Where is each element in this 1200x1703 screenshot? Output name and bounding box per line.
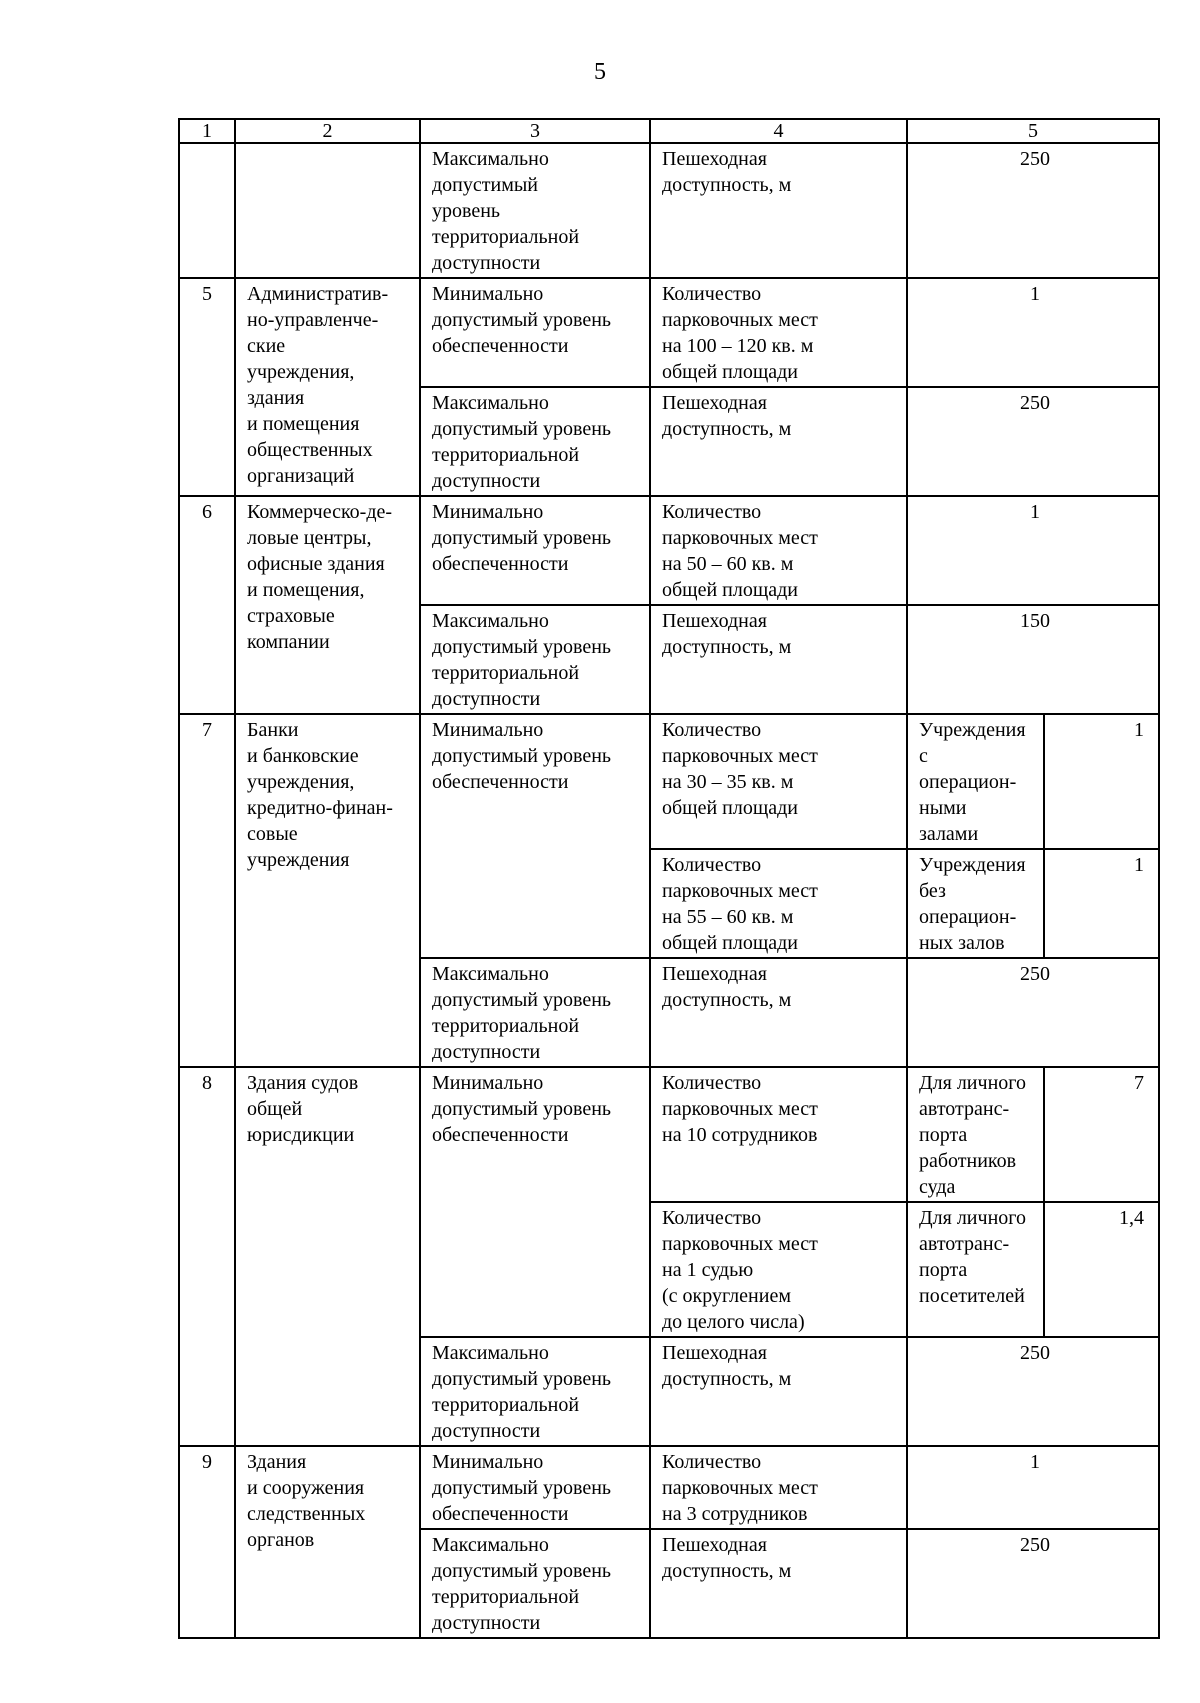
condition-cell: Для личного автотранс- порта посетителей: [907, 1202, 1044, 1337]
row-number-cell: 9: [179, 1446, 235, 1638]
column-number-3: 3: [420, 119, 650, 143]
condition-cell: Учреждения без операцион- ных залов: [907, 849, 1044, 958]
indicator-cell: Минимально допустимый уровень обеспеченности: [420, 278, 650, 387]
column-number-1: 1: [179, 119, 235, 143]
indicator-cell: Максимально допустимый уровень территориальной доступности: [420, 605, 650, 714]
facility-cell: [235, 143, 420, 278]
condition-cell: Для личного автотранс- порта работников суда: [907, 1067, 1044, 1202]
facility-cell: Коммерческо-де- ловые центры, офисные здания и помещения, страховые компании: [235, 496, 420, 714]
indicator-cell: Минимально допустимый уровень обеспеченности: [420, 1067, 650, 1337]
indicator-cell: Максимально допустимый уровень территориальной доступности: [420, 1529, 650, 1638]
facility-cell: Административ- но-управленче- ские учреждения, здания и помещения общественных организаций: [235, 278, 420, 496]
table-row: [179, 1067, 1159, 1202]
facility-cell: Банки и банковские учреждения, кредитно-финан- совые учреждения: [235, 714, 420, 1067]
table-row: [179, 278, 1159, 387]
measure-cell: Количество парковочных мест на 55 – 60 кв. м общей площади: [650, 849, 907, 958]
table-row: [179, 714, 1159, 849]
indicator-cell: Минимально допустимый уровень обеспеченности: [420, 1446, 650, 1529]
indicator-cell: Максимально допустимый уровень территориальной доступности: [420, 1337, 650, 1446]
row-number-cell: [179, 143, 235, 278]
condition-cell: Учреждения с операцион- ными залами: [907, 714, 1044, 849]
indicator-cell: Максимально допустимый уровень территориальной доступности: [420, 387, 650, 496]
indicator-cell: Минимально допустимый уровень обеспеченности: [420, 714, 650, 958]
value-cell: 1: [907, 1446, 1159, 1529]
measure-cell: Количество парковочных мест на 1 судью (с округлением до целого числа): [650, 1202, 907, 1337]
indicator-cell: Минимально допустимый уровень обеспеченности: [420, 496, 650, 605]
row-number-cell: 5: [179, 278, 235, 496]
row-number-cell: 6: [179, 496, 235, 714]
value-cell: 250: [907, 143, 1159, 278]
row-number-cell: 8: [179, 1067, 235, 1446]
value-cell: 1: [1044, 849, 1159, 958]
column-number-5: 5: [907, 119, 1159, 143]
measure-cell: Пешеходная доступность, м: [650, 1337, 907, 1446]
table-row: [179, 496, 1159, 605]
facility-cell: Здания и сооружения следственных органов: [235, 1446, 420, 1638]
indicator-cell: Максимально допустимый уровень территориальной доступности: [420, 143, 650, 278]
value-cell: 1,4: [1044, 1202, 1159, 1337]
indicator-cell: Максимально допустимый уровень территориальной доступности: [420, 958, 650, 1067]
measure-cell: Пешеходная доступность, м: [650, 1529, 907, 1638]
value-cell: 250: [907, 1529, 1159, 1638]
value-cell: 7: [1044, 1067, 1159, 1202]
measure-cell: Пешеходная доступность, м: [650, 143, 907, 278]
table-row: [179, 1446, 1159, 1529]
table-row-continuation: [179, 143, 1159, 278]
measure-cell: Пешеходная доступность, м: [650, 387, 907, 496]
measure-cell: Количество парковочных мест на 100 – 120 кв. м общей площади: [650, 278, 907, 387]
value-cell: 1: [1044, 714, 1159, 849]
measure-cell: Количество парковочных мест на 3 сотрудников: [650, 1446, 907, 1529]
measure-cell: Количество парковочных мест на 10 сотрудников: [650, 1067, 907, 1202]
measure-cell: Количество парковочных мест на 30 – 35 кв. м общей площади: [650, 714, 907, 849]
measure-cell: Пешеходная доступность, м: [650, 958, 907, 1067]
measure-cell: Пешеходная доступность, м: [650, 605, 907, 714]
value-cell: 250: [907, 1337, 1159, 1446]
value-cell: 250: [907, 387, 1159, 496]
row-number-cell: 7: [179, 714, 235, 1067]
page-number: 5: [594, 59, 606, 85]
value-cell: 1: [907, 496, 1159, 605]
column-number-4: 4: [650, 119, 907, 143]
value-cell: 150: [907, 605, 1159, 714]
table-header-row: [179, 119, 1159, 143]
value-cell: 1: [907, 278, 1159, 387]
facility-cell: Здания судов общей юрисдикции: [235, 1067, 420, 1446]
parking-norms-table: [178, 118, 1160, 1639]
value-cell: 250: [907, 958, 1159, 1067]
column-number-2: 2: [235, 119, 420, 143]
measure-cell: Количество парковочных мест на 50 – 60 кв. м общей площади: [650, 496, 907, 605]
